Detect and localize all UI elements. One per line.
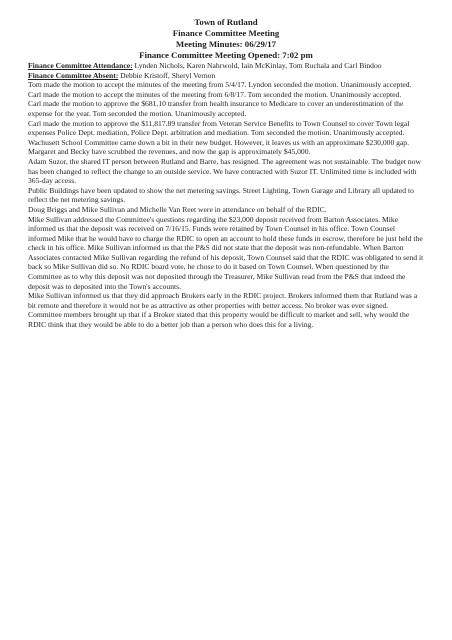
minutes-paragraph: Mike Sullivan informed us that they did approach Brokers early in the RDIC project. Brokers informed them that Rutland was a bit remote and therefore it would not be as attractive as other properties with better access. No broker was ever signed. — [28, 291, 418, 310]
minutes-paragraph: Adam Suzor, the shared IT person between Rutland and Barre, has resigned. The agreement was not sustainable. The budget now has been changed to reflect the change to an outside service. We have contracted with Suzor IT. Unlimited time is included with 365-day access. — [28, 156, 421, 186]
minutes-paragraph: Carl made the motion to accept the minutes of the meeting from 6/8/17. Tom seconded the motion. Unanimously accepted. — [28, 89, 402, 99]
minutes-paragraph: Committee members brought up that if a Broker stated that this property would be difficult to market and sell, why would the RDIC think that they would be able to do a better job than a person who does this for a living. — [28, 310, 410, 330]
minutes-paragraph: Mike Sullivan addressed the Committee's questions regarding the $23,000 deposit received from Barton Associates. Mike informed us that the deposit was received on 7/16/15. Funds were retained by Town Counsel in his office. Town Counsel informed Mike that he would have to charge the RDIC to open an account to hold these funds in escrow, therefore he just held the check in his office. Mike Sullivan informed us that the P&S did not state that the deposit was non-refundable. When Barton Associates contacted Mike Sullivan regarding the refund of his deposit, Town Counsel said that the RDIC was obligated to send it back so Mike Sullivan did so. No RDIC board vote, he chose to do it based on Town Counsel. When questioned by the Committee as to why this deposit was not deposited through the Treasurer, Mike Sullivan read from the P&S that indeed the deposit was to deposited into the Town's accounts. — [28, 214, 424, 291]
minutes-paragraph: Carl made the motion to approve the $681.10 transfer from health insurance to Medicare to cover an underestimation of the expense for the year. Tom seconded the motion. Unanimously accepted. — [28, 99, 404, 118]
absent-names: Debbie Kristoff, Sheryl Vernon — [118, 70, 216, 80]
meeting-opened-time: Finance Committee Meeting Opened: 7:02 pm — [139, 50, 313, 60]
attendance-line — [28, 61, 424, 71]
minutes-paragraph: Doug Briggs and Mike Sullivan and Michelle Van Reet were in attendance on behalf of the RDIC. — [28, 204, 327, 214]
minutes-date: Meeting Minutes: 06/29/17 — [175, 39, 277, 49]
absent-line — [28, 71, 424, 81]
attendance-label: Finance Committee Attendance: — [28, 61, 133, 70]
minutes-paragraph: Tom made the motion to accept the minutes of the meeting from 5/4/17. Lyndon seconded the motion. Unanimously accepted. — [28, 80, 412, 90]
minutes-paragraph: Carl made the motion to approve the $11,817.89 transfer from Veteran Service Benefits to Town Counsel to cover Town legal expenses Police Dept. mediation, Police Dept. arbitration and mediation. Tom seconded the motion. Unanimously accepted. — [28, 118, 410, 138]
absent-label: Finance Committee Absent: — [28, 70, 119, 80]
meeting-title: Finance Committee Meeting — [172, 28, 280, 38]
minutes-paragraph: Public Buildings have been updated to show the net metering savings. Street Lighting, Town Garage and Library all updated to reflect the net metering savings. — [28, 185, 414, 205]
minutes-body — [28, 61, 424, 330]
minutes-paragraph: Wachusett School Committee came down a bit in their new budget. However, it leaves us with an approximate $230,000 gap. Margaret and Becky have scrubbed the revenues, and now the gap is approximately $45,000. — [28, 137, 409, 157]
town-title: Town of Rutland — [194, 17, 258, 27]
document-header — [28, 0, 424, 61]
attendance-names: Lynden Nichols, Karen Nahrwold, Iain McKinlay, Tom Ruchala and Carl Bindoo — [132, 61, 382, 70]
